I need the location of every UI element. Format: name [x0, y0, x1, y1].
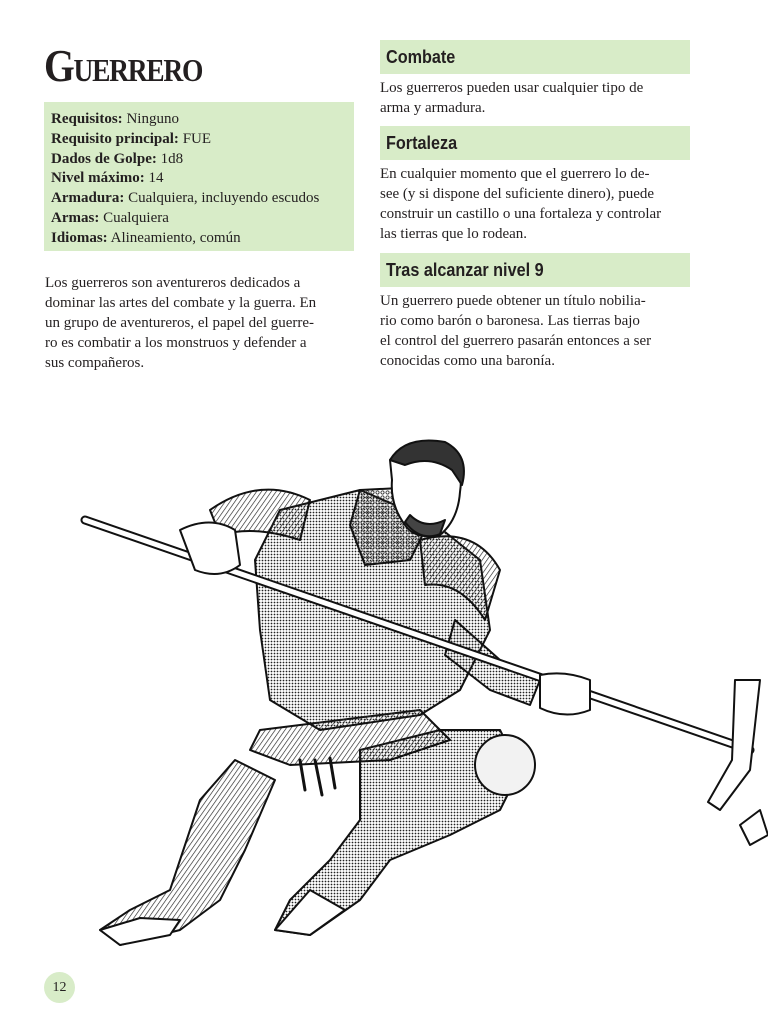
text-line: dominar las artes del combate y la guerra. En — [45, 295, 317, 311]
text-line: Los guerreros son aventureros dedicados a — [45, 275, 301, 291]
text-line: el control del guerrero pasarán entonces a ser — [380, 333, 652, 349]
stat-value: Alineamiento, común — [110, 229, 241, 246]
stat-prime-requisite — [51, 130, 348, 150]
text-line: arma y armadura. — [380, 100, 486, 116]
text-line: construir un castillo o una fortaleza y controlar — [380, 206, 662, 222]
stat-value: Cualquiera — [103, 209, 169, 226]
text-line: ro es combatir a los monstruos y defender a — [45, 335, 307, 351]
stat-value: Ninguno — [126, 111, 179, 127]
intro-paragraph — [45, 273, 355, 373]
page-title: Guerrero — [44, 40, 203, 91]
stat-label: Requisitos: — [51, 111, 123, 127]
text-line: sus compañeros. — [45, 355, 145, 371]
stat-languages — [51, 229, 348, 249]
stat-label: Armas: — [51, 209, 100, 226]
section-heading-combat: Combate — [380, 40, 690, 74]
section-heading-stronghold: Fortaleza — [380, 126, 690, 160]
stat-hit-dice — [51, 150, 348, 170]
stat-requirements — [51, 110, 348, 130]
stat-label: Idiomas: — [51, 229, 108, 246]
stat-label: Nivel máximo: — [51, 170, 145, 187]
text-line: las tierras que lo rodean. — [380, 226, 528, 242]
section-text-combat — [380, 78, 694, 118]
text-line: Un guerrero puede obtener un título nobilia- — [380, 293, 646, 309]
text-line: un grupo de aventureros, el papel del guerre- — [45, 315, 315, 331]
stat-value: FUE — [182, 130, 212, 147]
stat-value: 14 — [148, 170, 164, 187]
stat-label: Dados de Golpe: — [51, 150, 157, 167]
fighter-illustration — [60, 430, 768, 960]
section-text-stronghold — [380, 164, 694, 244]
text-line: see (y si dispone del suficiente dinero), puede — [380, 186, 655, 202]
stat-max-level — [51, 169, 348, 189]
page-number: 12 — [44, 972, 75, 1003]
stat-armour — [51, 189, 348, 209]
section-text-level-9 — [380, 291, 694, 371]
text-line: conocidas como una baronía. — [380, 353, 555, 369]
text-line: Los guerreros pueden usar cualquier tipo de — [380, 80, 644, 96]
stat-label: Armadura: — [51, 190, 125, 207]
section-heading-level-9: Tras alcanzar nivel 9 — [380, 253, 690, 287]
text-line: En cualquier momento que el guerrero lo de- — [380, 166, 650, 182]
text-line: rio como barón o baronesa. Las tierras bajo — [380, 313, 640, 329]
class-stats-box — [44, 102, 354, 251]
stat-label: Requisito principal: — [51, 130, 179, 147]
stat-weapons — [51, 209, 348, 229]
stat-value: 1d8 — [160, 150, 184, 167]
stat-value: Cualquiera, incluyendo escudos — [128, 190, 320, 207]
